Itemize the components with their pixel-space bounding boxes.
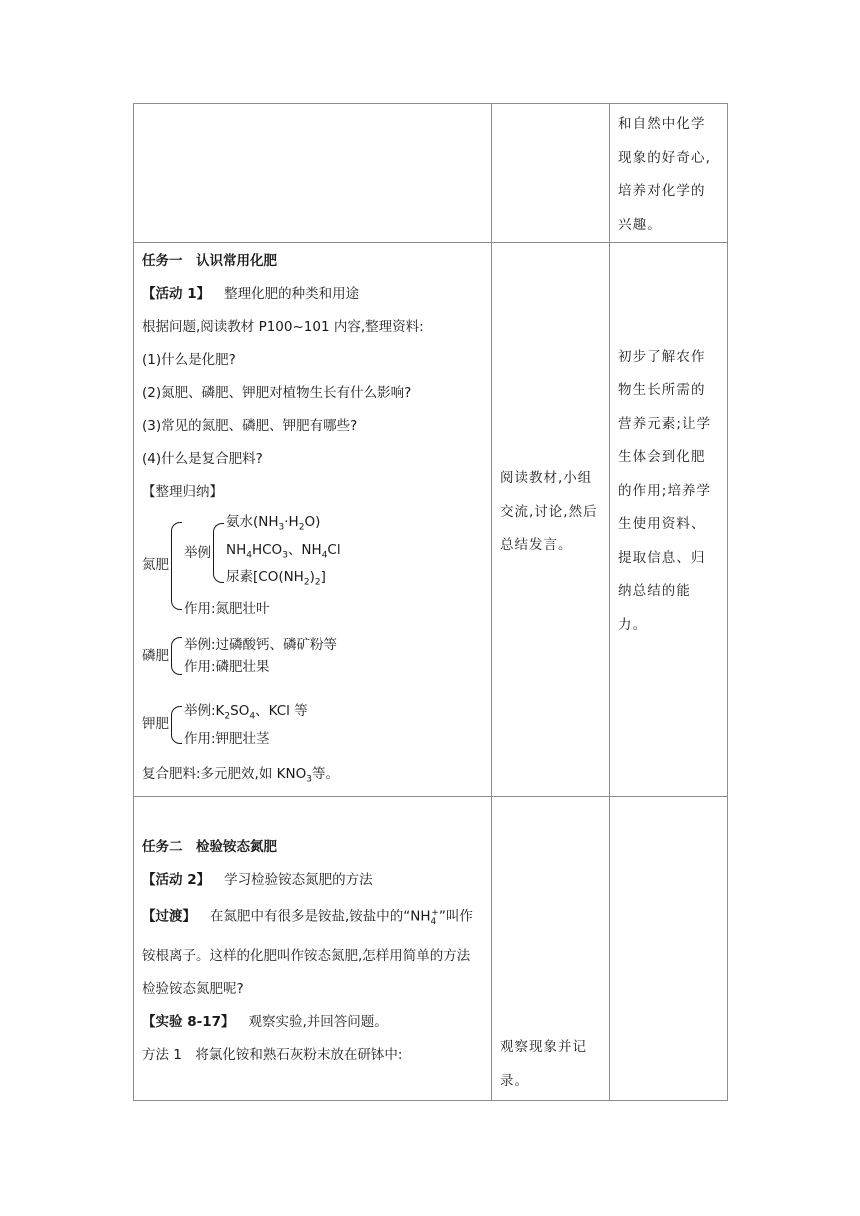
teacher-cell — [134, 243, 492, 797]
question-1: (1)什么是化肥? — [142, 352, 236, 368]
method-line: 方法 1 将氯化铵和熟石灰粉末放在研钵中: — [142, 1046, 403, 1063]
phosphorus-use: 作用:磷肥壮果 — [184, 659, 270, 676]
brace-icon — [171, 522, 182, 610]
phosphorus-brace — [142, 634, 483, 678]
transition-paragraph: 【过渡】 在氮肥中有很多是铵盐,铵盐中的“$NH_4^+$”叫作铵根离子。这样的化肥叫作铵态氮肥,怎样用简单的方法检验铵态氮肥呢? — [142, 908, 473, 997]
activity-line: 【活动 1】 整理化肥的种类和用途 — [142, 286, 360, 302]
example-label: 举例 — [184, 544, 211, 561]
objective-cell — [610, 104, 728, 243]
phosphorus-example: 举例:过磷酸钙、磷矿粉等 — [184, 637, 338, 654]
table-row — [134, 797, 728, 1101]
student-cell — [492, 104, 610, 243]
intro-text: 根据问题,阅读教材 P100~101 内容,整理资料: — [142, 319, 424, 335]
lesson-table — [133, 103, 728, 1101]
nitrogen-label: 氮肥 — [142, 557, 169, 574]
nitrogen-example-3: 尿素$[CO(NH_2)_2]$ — [226, 569, 326, 589]
potassium-example: 举例$:K_2SO_4$、KCl 等 — [184, 703, 308, 722]
question-2: (2)氮肥、磷肥、钾肥对植物生长有什么影响? — [142, 385, 412, 401]
nitrogen-example-1: 氨水$(NH_3\cdot H_2O)$ — [226, 514, 321, 533]
potassium-brace — [142, 700, 483, 750]
nitrogen-brace — [142, 511, 483, 620]
activity-line: 【活动 2】 学习检验铵态氮肥的方法 — [142, 872, 373, 889]
objective-text: 初步了解农作物生长所需的营养元素;让学生体会到化肥的作用;培养学生使用资料、提取信息、归纳总结的能力。 — [618, 348, 712, 633]
summary-label: 【整理归纳】 — [142, 484, 223, 500]
objective-cell — [610, 243, 728, 797]
objective-text: 和自然中化学现象的好奇心,培养对化学的兴趣。 — [618, 116, 711, 233]
student-activity: 观察现象并记录。 — [500, 1039, 587, 1089]
compound-fertilizer: 复合肥料:多元肥效,如 $KNO_3$等。 — [142, 765, 339, 785]
question-4: (4)什么是复合肥料? — [142, 451, 263, 467]
student-cell — [492, 243, 610, 797]
student-cell — [492, 797, 610, 1101]
phosphorus-label: 磷肥 — [142, 647, 169, 664]
nitrogen-example-2: $NH_4HCO_3$、$NH_4Cl$ — [226, 541, 341, 561]
task-title: 任务一 认识常用化肥 — [142, 253, 277, 269]
teacher-cell — [134, 104, 492, 243]
question-3: (3)常见的氮肥、磷肥、钾肥有哪些? — [142, 418, 358, 434]
brace-icon — [171, 637, 182, 675]
potassium-label: 钾肥 — [142, 716, 169, 733]
brace-icon — [213, 523, 224, 583]
objective-cell — [610, 797, 728, 1101]
teacher-cell — [134, 797, 492, 1101]
experiment-line: 【实验 8-17】 观察实验,并回答问题。 — [142, 1013, 388, 1030]
brace-icon — [171, 706, 182, 744]
nitrogen-use: 作用:氮肥壮叶 — [184, 601, 270, 618]
task-title: 任务二 检验铵态氮肥 — [142, 839, 277, 856]
table-row — [134, 243, 728, 797]
potassium-use: 作用:钾肥壮茎 — [184, 730, 270, 747]
student-activity: 阅读教材,小组交流,讨论,然后总结发言。 — [500, 470, 598, 554]
table-row — [134, 104, 728, 243]
